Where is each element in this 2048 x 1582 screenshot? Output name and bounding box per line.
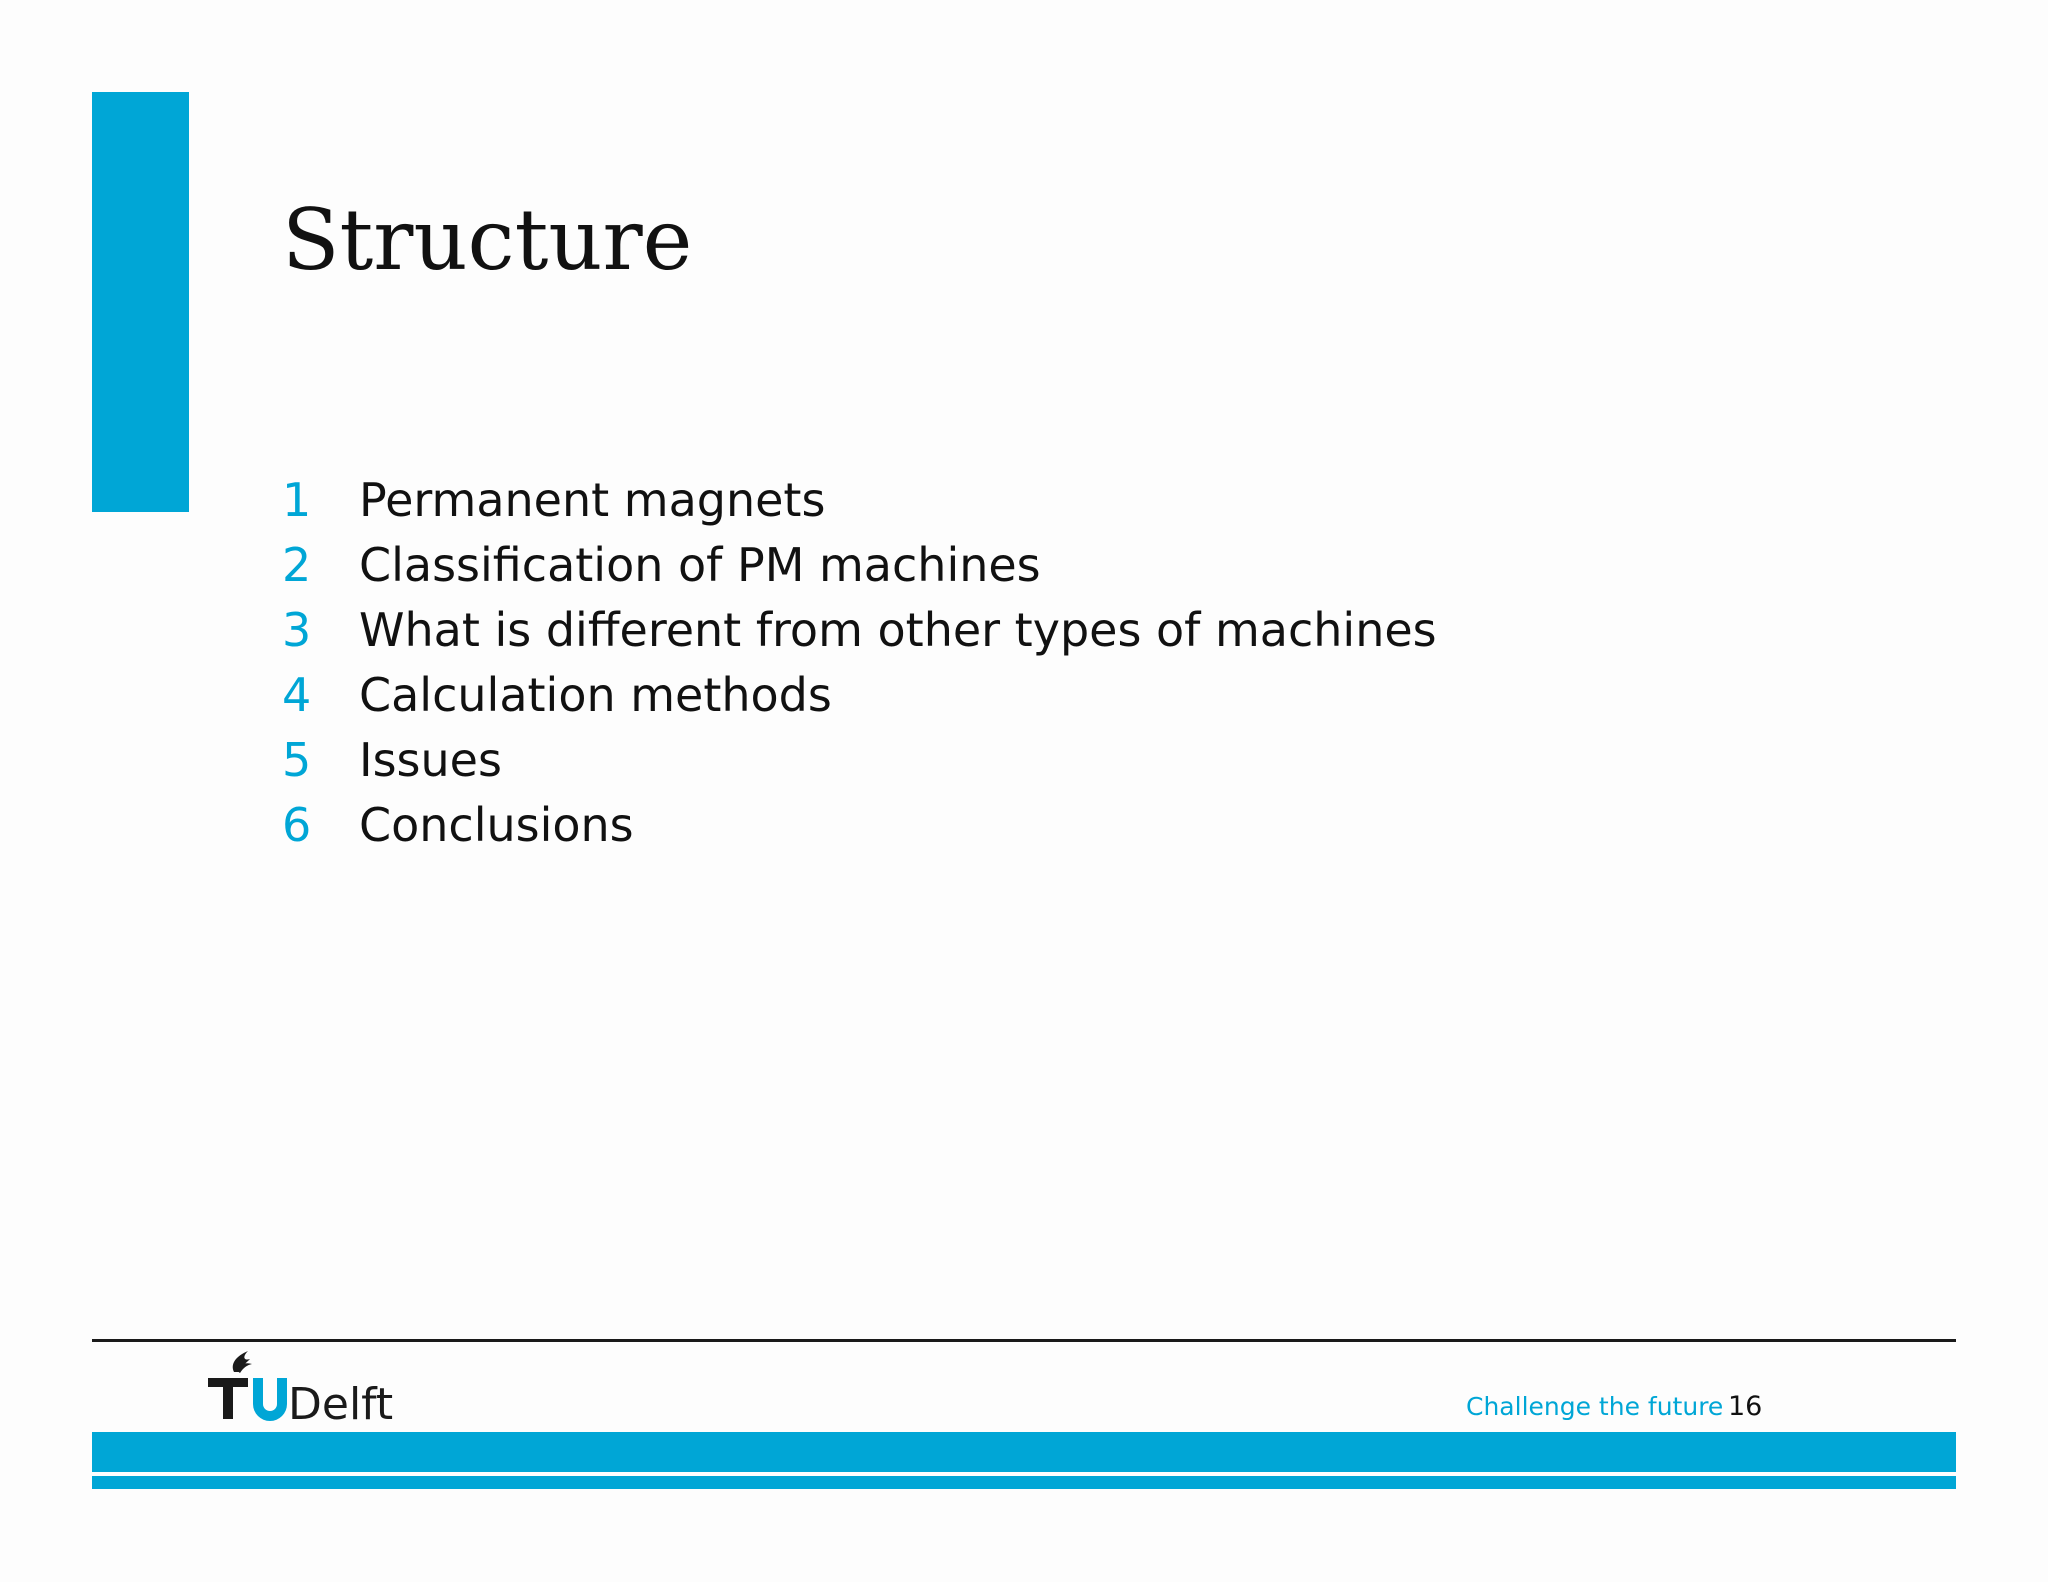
- agenda-item-number: 6: [282, 798, 312, 852]
- agenda-item-label: Classification of PM machines: [359, 538, 1041, 592]
- agenda-item-label: Calculation methods: [359, 668, 832, 722]
- tu-delft-logo: [206, 1346, 406, 1426]
- page-number: 16: [1728, 1391, 1763, 1422]
- agenda-item-number: 4: [282, 668, 312, 722]
- agenda-item-label: Permanent magnets: [359, 473, 826, 527]
- agenda-item-label: Conclusions: [359, 798, 634, 852]
- agenda-item-number: 1: [282, 473, 312, 527]
- agenda-item: [282, 728, 1437, 793]
- svg-text:Delft: Delft: [288, 1379, 394, 1426]
- agenda-item: [282, 663, 1437, 728]
- agenda-item-number: 3: [282, 603, 312, 657]
- footer-stripe: [92, 1476, 1956, 1489]
- accent-side-bar: [92, 92, 189, 512]
- agenda-item-label: Issues: [359, 733, 502, 787]
- agenda-item: [282, 793, 1437, 858]
- agenda-list: [282, 468, 1437, 858]
- footer-band: [92, 1432, 1956, 1472]
- agenda-item-label: What is different from other types of machines: [359, 603, 1437, 657]
- agenda-item: [282, 468, 1437, 533]
- agenda-item: [282, 533, 1437, 598]
- footer-divider: [92, 1339, 1956, 1342]
- agenda-item-number: 5: [282, 733, 312, 787]
- agenda-item-number: 2: [282, 538, 312, 592]
- agenda-item: [282, 598, 1437, 663]
- slide-title: Structure: [282, 191, 693, 289]
- footer-tagline: Challenge the future: [1466, 1392, 1724, 1421]
